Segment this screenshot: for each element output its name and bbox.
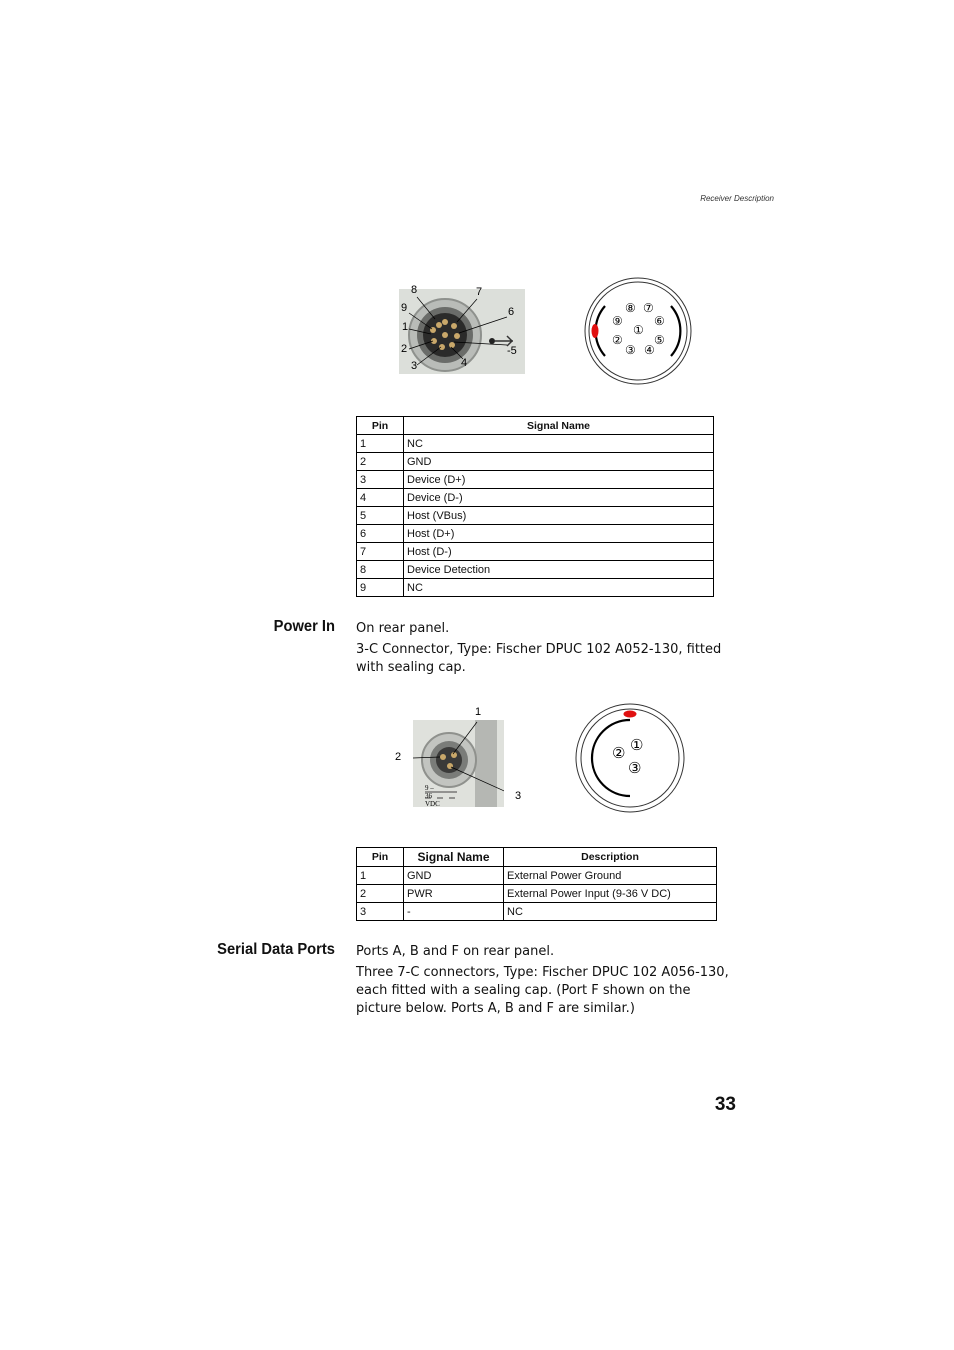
power-photo-label-3: 3 — [515, 790, 522, 802]
usb-photo-label-6: 6 — [508, 306, 515, 318]
usb-photo-label-9: 9 — [401, 302, 408, 314]
table-row — [357, 507, 714, 525]
table-row — [357, 579, 714, 597]
power-pin-diagram — [574, 702, 686, 814]
section-title-power-in: Power In — [273, 618, 335, 635]
table-row — [357, 489, 714, 507]
cell-signal: Device (D+) — [404, 471, 714, 489]
table-header-row — [357, 848, 717, 867]
page-number: 33 — [714, 1094, 736, 1115]
cell-pin: 5 — [357, 507, 404, 525]
power-in-paragraph-1: On rear panel. — [356, 621, 450, 636]
table-row — [357, 903, 717, 921]
cell-pin: 1 — [357, 435, 404, 453]
cell-pin: 8 — [357, 561, 404, 579]
cell-signal: Host (VBus) — [404, 507, 714, 525]
power-key-mark — [624, 711, 637, 718]
cell-signal: Host (D+) — [404, 525, 714, 543]
usb-pin-4: ④ — [644, 343, 655, 357]
column-header-signal-name: Signal Name — [404, 417, 714, 435]
power-pin-1: ① — [630, 737, 644, 754]
power-pin-3: ③ — [628, 760, 642, 777]
table-row — [357, 471, 714, 489]
cell-signal: NC — [404, 435, 714, 453]
usb-pin-9: ⑨ — [612, 314, 623, 328]
power-photo-label-1: 1 — [475, 706, 482, 718]
usb-photo-label-2: 2 — [401, 343, 408, 355]
power-pin-table — [356, 847, 717, 921]
cell-signal: Host (D-) — [404, 543, 714, 561]
table-row — [357, 561, 714, 579]
column-header-signal-name: Signal Name — [404, 848, 504, 867]
table-row — [357, 867, 717, 885]
table-header-row — [357, 417, 714, 435]
cell-pin: 6 — [357, 525, 404, 543]
power-pin-2: ② — [612, 745, 626, 762]
usb-pin-2: ② — [612, 333, 623, 347]
cell-signal: NC — [404, 579, 714, 597]
serial-ports-paragraph-1: Ports A, B and F on rear panel. — [356, 944, 555, 959]
usb-pin-1: ① — [633, 323, 644, 337]
cell-description: External Power Ground — [504, 867, 717, 885]
power-photo-marking: 9 – 36 VDC — [425, 784, 440, 808]
cell-pin: 2 — [357, 453, 404, 471]
table-row — [357, 435, 714, 453]
usb-photo-label-5: -5 — [507, 345, 517, 357]
table-row — [357, 453, 714, 471]
cell-pin: 7 — [357, 543, 404, 561]
table-row — [357, 885, 717, 903]
power-in-paragraph-2: 3-C Connector, Type: Fischer DPUC 102 A052-130, fitted with sealing cap. — [356, 642, 722, 675]
column-header-pin: Pin — [357, 848, 404, 867]
column-header-description: Description — [504, 848, 717, 867]
usb-pin-6: ⑥ — [654, 314, 665, 328]
usb-pin-8: ⑧ — [625, 301, 636, 315]
running-header: Receiver Description — [700, 194, 774, 203]
usb-photo-label-3: 3 — [411, 360, 418, 372]
power-photo-label-2: 2 — [395, 751, 402, 763]
cell-pin: 2 — [357, 885, 404, 903]
usb-key-mark — [592, 324, 599, 338]
cell-pin: 3 — [357, 903, 404, 921]
cell-signal: Device (D-) — [404, 489, 714, 507]
usb-pin-table — [356, 416, 714, 597]
table-row — [357, 525, 714, 543]
cell-pin: 3 — [357, 471, 404, 489]
usb-photo-label-1: 1 — [402, 321, 409, 333]
cell-signal: GND — [404, 453, 714, 471]
usb-photo-label-7: 7 — [476, 286, 483, 298]
table-row — [357, 543, 714, 561]
section-title-serial-data-ports: Serial Data Ports — [217, 941, 335, 958]
usb-photo-label-8: 8 — [411, 284, 418, 296]
cell-description: External Power Input (9-36 V DC) — [504, 885, 717, 903]
cell-pin: 4 — [357, 489, 404, 507]
serial-ports-paragraph-2: Three 7-C connectors, Type: Fischer DPUC 102 A056-130, each fitted with a sealing cap. (Port F shown on the picture below. Ports A, B and F are similar.) — [356, 965, 729, 1016]
cell-signal: - — [404, 903, 504, 921]
cell-description: NC — [504, 903, 717, 921]
usb-pin-5: ⑤ — [654, 333, 665, 347]
cell-signal: GND — [404, 867, 504, 885]
column-header-pin: Pin — [357, 417, 404, 435]
usb-pin-3: ③ — [625, 343, 636, 357]
usb-pin-7: ⑦ — [643, 301, 654, 315]
cell-signal: Device Detection — [404, 561, 714, 579]
usb-photo-label-4: 4 — [461, 357, 468, 369]
cell-signal: PWR — [404, 885, 504, 903]
cell-pin: 1 — [357, 867, 404, 885]
cell-pin: 9 — [357, 579, 404, 597]
